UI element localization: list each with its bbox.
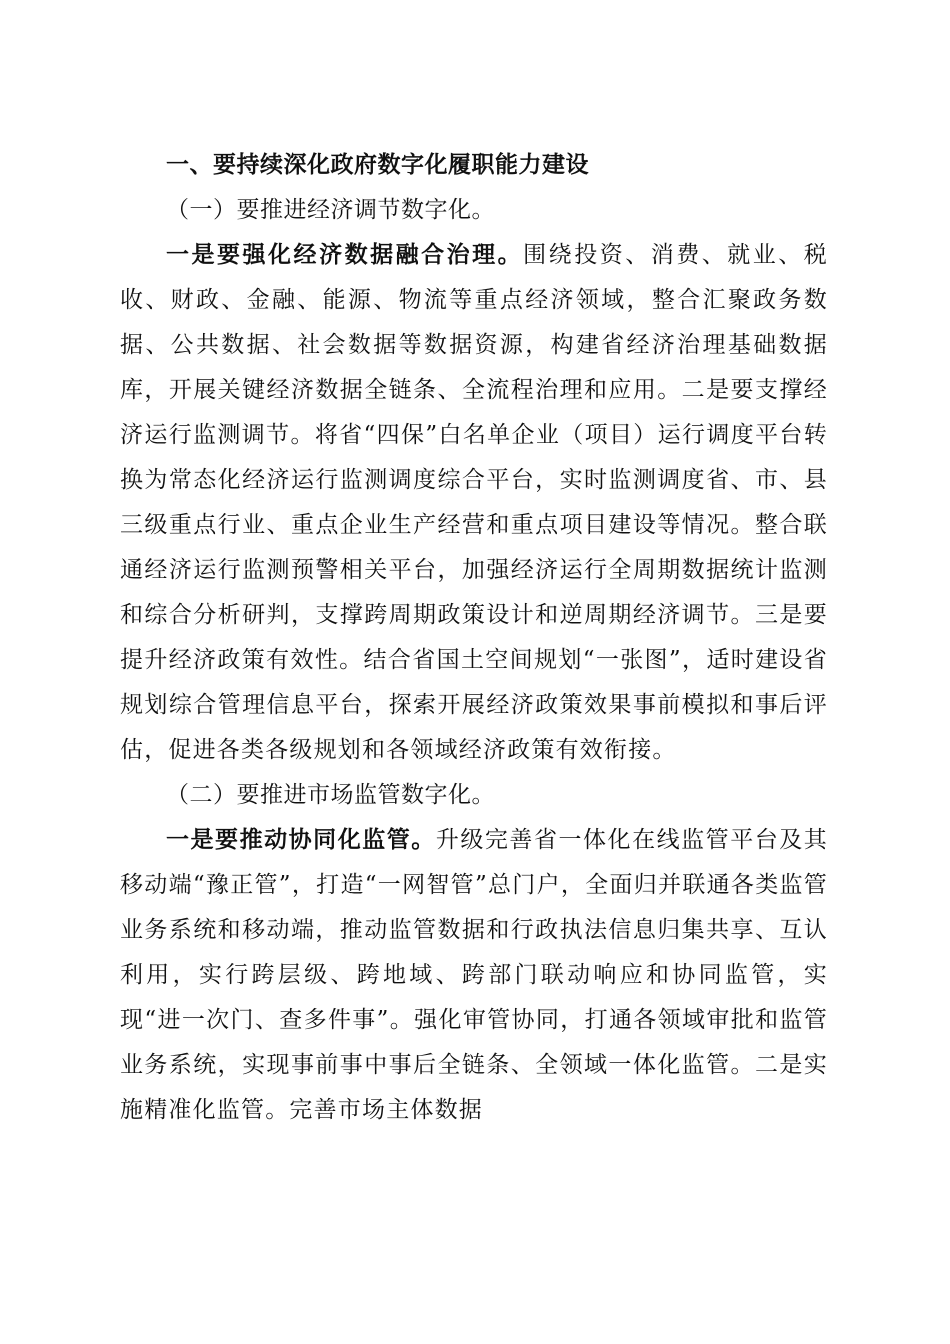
document-body (120, 143, 828, 1133)
subsection-heading-2: （二）要推进市场监管数字化。 (166, 782, 495, 808)
subsection-heading-1: （一）要推进经济调节数字化。 (166, 197, 495, 223)
paragraph-body-2: 升级完善省一体化在线监管平台及其移动端“豫正管”，打造“一网智管”总门户，全面归并联通各类监管业务系统和移动端，推动监管数据和行政执法信息归集共享、互认利用，实行跨层级、跨地域、跨部门联动响应和协同监管，实现“进一次门、查多件事”。强化审管协同，打通各领域审批和监管业务系统，实现事前事中事后全链条、全领域一体化监管。二是实施精准化监管。完善市场主体数据 (120, 827, 829, 1123)
paragraph-lead-2: 一是要推动协同化监管。 (166, 827, 436, 853)
paragraph-lead-1: 一是要强化经济数据融合治理。 (166, 242, 524, 268)
paragraph-body-1: 围绕投资、消费、就业、税收、财政、金融、能源、物流等重点经济领域，整合汇聚政务数据、公共数据、社会数据等数据资源，构建省经济治理基础数据库，开展关键经济数据全链条、全流程治理和应用。二是要支撑经济运行监测调节。将省“四保”白名单企业（项目）运行调度平台转换为常态化经济运行监测调度综合平台，实时监测调度省、市、县三级重点行业、重点企业生产经营和重点项目建设等情况。整合联通经济运行监测预警相关平台，加强经济运行全周期数据统计监测和综合分析研判，支撑跨周期政策设计和逆周期经济调节。三是要提升经济政策有效性。结合省国土空间规划“一张图”，适时建设省规划综合管理信息平台，探索开展经济政策效果事前模拟和事后评估，促进各类各级规划和各领域经济政策有效衔接。 (120, 242, 828, 763)
paragraph-market-supervision (120, 818, 828, 1133)
paragraph-economic-regulation (120, 233, 828, 773)
section-heading-1: 一、要持续深化政府数字化履职能力建设 (166, 152, 589, 178)
